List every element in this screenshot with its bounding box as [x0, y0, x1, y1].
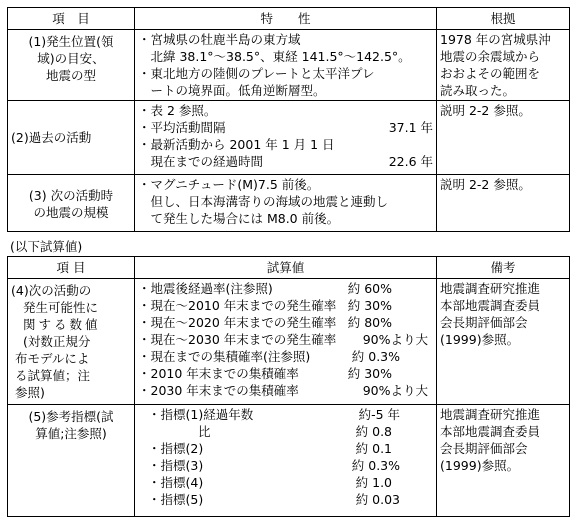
header-basis: 根拠	[437, 8, 570, 30]
value-line: ・指標(1)経過年数 約-5 年	[148, 407, 400, 422]
header-remarks: 備考	[437, 257, 570, 279]
item-cell	[8, 279, 135, 405]
char-line: て発生した場合には M8.0 前後。	[138, 211, 340, 226]
characteristics-table	[7, 7, 570, 232]
item-line: (4)次の活動の	[11, 283, 92, 298]
char-line: 北緯 38.1°〜38.5°、東経 141.5°〜142.5°。	[138, 49, 411, 64]
table-row	[8, 175, 570, 232]
value-line: ・地震後経過率(注参照) 約 60%	[138, 281, 392, 296]
trial-value-cell	[135, 405, 437, 517]
item-line: 算値;注参照)	[35, 426, 107, 441]
item-line: る試算値；注	[15, 368, 91, 383]
basis-line: 説明 2-2 参照。	[440, 103, 531, 118]
item-line: 地震の型	[45, 68, 96, 83]
remarks-line: (1999)参照。	[440, 332, 520, 347]
table-row	[8, 279, 570, 405]
value-line: 比 約 0.8	[148, 424, 392, 439]
trial-values-note: (以下試算値)	[10, 239, 83, 254]
header-characteristics: 特 性	[135, 8, 437, 30]
char-line: ・マグニチュード(M)7.5 前後。	[138, 177, 320, 192]
basis-line: 説明 2-2 参照。	[440, 177, 531, 192]
char-line: ・東北地方の陸側のプレートと太平洋プレ	[138, 66, 375, 81]
char-line: ・平均活動間隔 37.1 年	[138, 120, 433, 135]
basis-line: 読み取った。	[440, 83, 516, 98]
remarks-line: 地震調査研究推進	[440, 281, 541, 296]
table-row	[8, 30, 570, 101]
item-line: 布モデルによ	[15, 351, 90, 366]
item-line: 参照)	[15, 385, 45, 400]
characteristic-cell	[135, 30, 437, 101]
trial-values-table	[7, 256, 570, 517]
value-line: ・現在〜2010 年末までの発生確率 約 30%	[138, 298, 392, 313]
remarks-line: 本部地震調査委員	[440, 424, 541, 439]
header-item: 項 目	[8, 257, 135, 279]
item-line: (2)過去の活動	[11, 130, 92, 145]
item-line: (3) 次の活動時	[28, 188, 114, 203]
value-line: ・指標(3) 約 0.3%	[148, 458, 400, 473]
value-line: ・指標(4) 約 1.0	[148, 475, 392, 490]
value-line: ・2010 年末までの集積確率 約 30%	[138, 366, 392, 381]
basis-line: おおよその範囲を	[440, 66, 541, 81]
header-item: 項 目	[8, 8, 135, 30]
item-line: 発生可能性に	[23, 300, 99, 315]
remarks-line: 本部地震調査委員	[440, 298, 541, 313]
item-line: (1)発生位置(領	[28, 34, 114, 49]
remarks-cell	[437, 279, 570, 405]
char-line: ートの境界面。低角逆断層型。	[138, 83, 326, 98]
characteristic-cell	[135, 175, 437, 232]
item-line: (5)参考指標(試	[28, 409, 114, 424]
item-cell	[8, 101, 135, 175]
item-cell	[8, 405, 135, 517]
item-line: の地震の規模	[33, 205, 109, 220]
value-line: ・現在〜2030 年末までの発生確率 90%より大	[138, 332, 428, 347]
item-line: 関する数値	[23, 317, 101, 332]
characteristic-cell	[135, 101, 437, 175]
item-cell	[8, 30, 135, 101]
basis-line: 1978 年の宮城県沖	[440, 32, 551, 47]
remarks-line: 地震調査研究推進	[440, 407, 541, 422]
value-line: ・指標(2) 約 0.1	[148, 441, 392, 456]
char-line: 現在までの経過時間 22.6 年	[138, 154, 433, 169]
value-line: ・2030 年末までの集積確率 90%より大	[138, 383, 428, 398]
remarks-line: 会長期評価部会	[440, 441, 528, 456]
char-line: ・最新活動から 2001 年 1 月 1 日	[138, 137, 335, 152]
header-row	[8, 8, 570, 30]
trial-value-cell	[135, 279, 437, 405]
header-trial-value: 試算値	[135, 257, 437, 279]
char-line: ・宮城県の牡鹿半島の東方域	[138, 32, 301, 47]
basis-line: 地震の余震域から	[440, 49, 541, 64]
table-row	[8, 405, 570, 517]
value-line: ・現在〜2020 年末までの発生確率 約 80%	[138, 315, 392, 330]
value-line: ・指標(5) 約 0.03	[148, 492, 400, 507]
header-row	[8, 257, 570, 279]
basis-cell	[437, 175, 570, 232]
basis-cell	[437, 101, 570, 175]
remarks-cell	[437, 405, 570, 517]
value-line: ・現在までの集積確率(注参照) 約 0.3%	[138, 349, 400, 364]
item-line: (対数正規分	[23, 334, 91, 349]
remarks-line: (1999)参照。	[440, 458, 520, 473]
item-line: 域)の目安、	[37, 51, 105, 66]
char-line: 但し、日本海溝寄りの海域の地震と連動し	[138, 194, 389, 209]
basis-cell	[437, 30, 570, 101]
item-cell	[8, 175, 135, 232]
table-row	[8, 101, 570, 175]
char-line: ・表 2 参照。	[138, 103, 217, 118]
remarks-line: 会長期評価部会	[440, 315, 528, 330]
